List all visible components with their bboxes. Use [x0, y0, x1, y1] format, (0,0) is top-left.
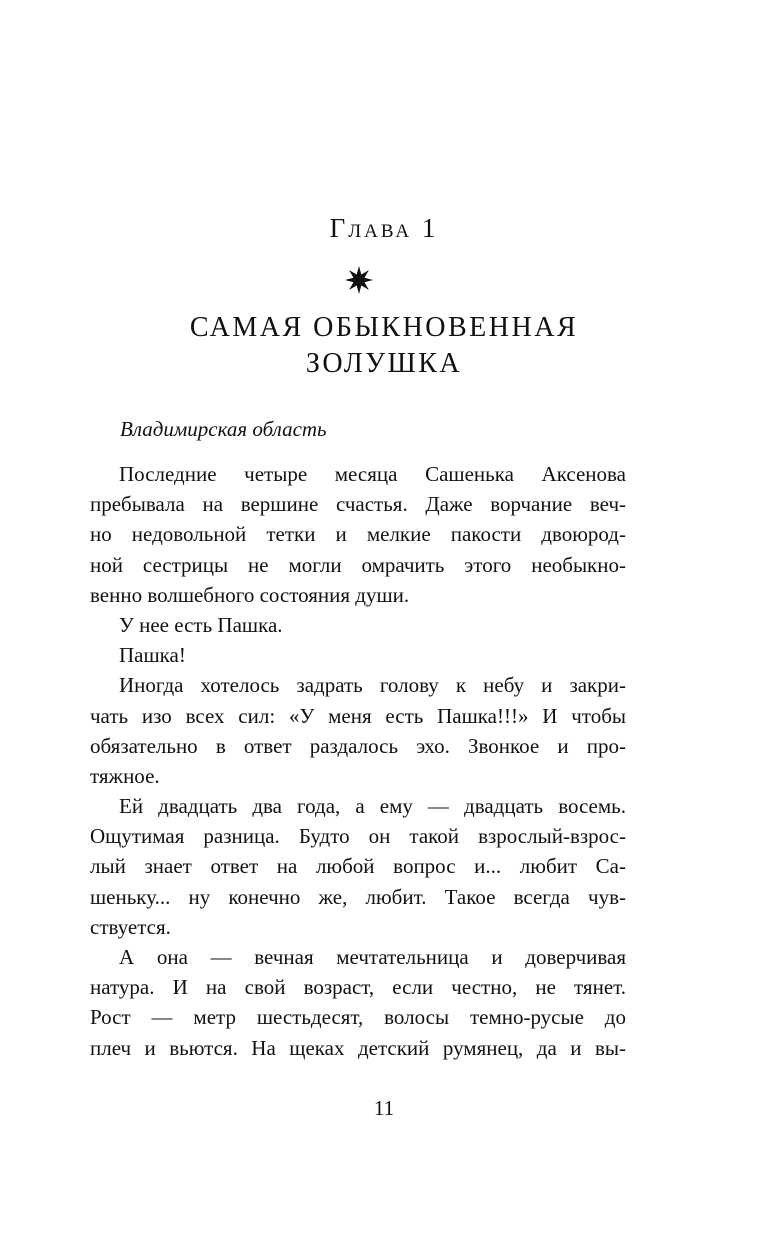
text-line: шеньку... ну конечно же, любит. Такое всегда чув-: [90, 884, 626, 909]
text-line: венно волшебного состояния души.: [90, 582, 410, 607]
text-line: плеч и вьются. На щеках детский румянец, да и вы-: [90, 1035, 626, 1060]
chapter-title-line-1: САМАЯ ОБЫКНОВЕННАЯ: [189, 312, 579, 343]
text-line: тяжное.: [90, 763, 160, 788]
text-line: Ощутимая разница. Будто он такой взрослый-взрос-: [90, 824, 626, 849]
text-line: ствуется.: [90, 914, 171, 939]
chapter-title-line-2: ЗОЛУШКА: [305, 348, 463, 379]
text-line: чать изо всех сил: «У меня есть Пашка!!!» И чтобы: [90, 703, 626, 728]
location-heading: Владимирская область: [120, 417, 327, 441]
text-line: ной сестрицы не могли омрачить этого необыкно-: [90, 552, 626, 577]
chapter-label: Глава 1: [329, 213, 439, 243]
text-line: У нее есть Пашка.: [119, 612, 283, 637]
text-line: Пашка!: [119, 643, 186, 668]
body-text: [90, 459, 626, 1063]
text-line: но недовольной тетки и мелкие пакости двоюрод-: [90, 522, 626, 547]
page-number: 11: [373, 1096, 395, 1120]
text-line: А она — вечная мечтательница и доверчивая: [119, 945, 626, 969]
text-line: пребывала на вершине счастья. Даже ворчание веч-: [90, 492, 626, 517]
text-line: обязательно в ответ раздалось эхо. Звонкое и про-: [90, 733, 626, 758]
text-line: Иногда хотелось задрать голову к небу и закри-: [119, 673, 626, 698]
chapter-title: [0, 310, 768, 382]
text-line: Рост — метр шестьдесят, волосы темно-русые до: [90, 1005, 626, 1030]
text-line: Ей двадцать два года, а ему — двадцать восемь.: [119, 794, 626, 819]
eight-point-star-icon: [344, 265, 374, 295]
text-line: натура. И на свой возраст, если честно, не тянет.: [90, 975, 626, 1000]
text-line: Последние четыре месяца Сашенька Аксенова: [119, 462, 626, 486]
text-line: лый знает ответ на любой вопрос и... любит Са-: [90, 854, 626, 879]
